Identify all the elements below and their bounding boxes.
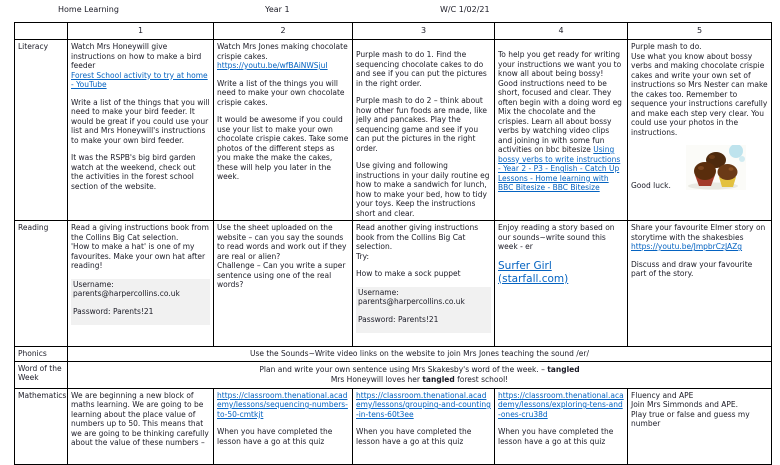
literacy-day3-cell bbox=[353, 40, 495, 221]
wotw-text: Mrs Honeywill loves her bbox=[330, 374, 423, 384]
corner-cell bbox=[15, 23, 68, 40]
task-text: Share your favourite Elmer story on storytime with the shakesbies bbox=[631, 223, 766, 242]
task-text: Read another giving instructions book from the Collins Big Cat selection. bbox=[356, 223, 479, 251]
wotw-text: Plan and write your own sentence using Mrs Skakesby's word of the week. – bbox=[259, 365, 548, 374]
page-title: Home Learning bbox=[58, 5, 119, 14]
phonics-task-cell bbox=[68, 347, 772, 362]
wotw-line-1 bbox=[70, 365, 769, 375]
task-text: Try: bbox=[356, 251, 369, 261]
task-text: Purple mash to do. bbox=[631, 42, 702, 51]
word-of-the-week-cell bbox=[68, 361, 772, 388]
day-header-2: 2 bbox=[214, 23, 353, 40]
wotw-word: tangled bbox=[547, 365, 580, 374]
day-header-3: 3 bbox=[353, 23, 495, 40]
task-text: How to make a sock puppet bbox=[356, 269, 461, 278]
word-of-the-week-row bbox=[15, 361, 772, 388]
password-text: Password: Parents!21 bbox=[73, 306, 154, 316]
task-text: When you have completed the lesson have a go at this quiz bbox=[356, 427, 472, 446]
task-text: Join Mrs Simmonds and APE. bbox=[631, 400, 738, 409]
task-text: When you have completed the lesson have a go at this quiz bbox=[217, 427, 333, 446]
oak-academy-exploring-link[interactable]: https://classroom.thenational.academy/lessons/exploring-tens-and-ones-cru38d bbox=[498, 390, 624, 419]
elmer-story-youtube-link[interactable]: https://youtu.be/JmpbrCzJAZg bbox=[631, 242, 743, 251]
task-text: We are beginning a new block of maths learning. We are going to be learning about the place value of numbers up to 50. This means that we are going to be thinking carefully about the value of these numbers – bbox=[71, 390, 209, 447]
task-text: It was the RSPB's big bird garden watch at the weekend, check out the activities in the forest school section of the website. bbox=[71, 153, 196, 191]
reading-day3-cell bbox=[353, 221, 495, 347]
task-text: Purple mash to do 2 – think about how other fun foods are made, like jelly and pancakes. Play the sequencing game and see if you can put the pictures in the right order. bbox=[356, 96, 488, 153]
literacy-day4-cell bbox=[495, 40, 628, 221]
row-label-phonics: Phonics bbox=[15, 347, 68, 362]
bbc-bitesize-bossy-verbs-link[interactable]: Using bossy verbs to write instructions - Year 2 - P3 - English - Catch Up Lessons - Home learning with BBC Bitesize - BBC Bitesize bbox=[498, 145, 621, 192]
maths-day4-cell bbox=[495, 388, 628, 464]
oak-academy-sequencing-link[interactable]: https://classroom.thenational.academy/lessons/sequencing-numbers-to-50-cmtkjt bbox=[217, 390, 348, 419]
good-luck-text: Good luck. bbox=[631, 180, 671, 190]
row-label-reading: Reading bbox=[15, 221, 68, 347]
row-label-literacy: Literacy bbox=[15, 40, 68, 221]
literacy-day1-cell bbox=[68, 40, 214, 221]
forest-school-youtube-link[interactable]: Forest School activity to try at home - YouTube bbox=[71, 70, 208, 89]
home-learning-grid bbox=[14, 22, 772, 465]
task-text: Write a list of the things that you will need to make your bird feeder. It would be great if you could use your list and Mrs Honeywill's instructions to make your own bird feeder. bbox=[71, 97, 210, 145]
reading-day2-cell bbox=[214, 221, 353, 347]
task-text: Write a list of the things you will need to make your own chocolate crispie cakes. bbox=[217, 78, 345, 107]
literacy-day5-cell bbox=[628, 40, 772, 221]
wotw-word: tangled bbox=[422, 374, 455, 384]
task-text: Enjoy reading a story based on our sounds~write sound this week - er bbox=[498, 223, 615, 251]
reading-day5-cell bbox=[628, 221, 772, 347]
wotw-line-2 bbox=[70, 375, 769, 385]
login-details-block bbox=[356, 287, 491, 334]
task-text: To help you get ready for writing your instructions we want you to know all about being bossy! Good instructions need to be short, focused and clear. They often begin with a doing word eg Mix the chocolate and the crispies. Learn all about bossy verbs by watching video clips and joining in with some fun activities on bbc bitesize bbox=[498, 50, 622, 154]
day-header-row bbox=[15, 23, 772, 40]
reading-day1-cell bbox=[68, 221, 214, 347]
task-text: 'How to make a hat' is one of my favourites. Make your own hat after reading! bbox=[71, 242, 206, 270]
literacy-day2-cell bbox=[214, 40, 353, 221]
week-commencing-label: W/C 1/02/21 bbox=[440, 5, 490, 14]
reading-day4-cell bbox=[495, 221, 628, 347]
day-header-4: 4 bbox=[495, 23, 628, 40]
task-text: Play true or false and guess my number bbox=[631, 409, 750, 428]
wotw-text: forest school! bbox=[454, 374, 509, 384]
task-text: Fluency and APE bbox=[631, 390, 694, 400]
year-group-label: Year 1 bbox=[265, 5, 290, 14]
maths-day3-cell bbox=[353, 388, 495, 464]
day-header-5: 5 bbox=[628, 23, 772, 40]
task-text: Watch Mrs Honeywill give instructions on how to make a bird feeder bbox=[71, 42, 202, 70]
row-label-mathematics: Mathematics bbox=[15, 388, 68, 464]
maths-day5-cell bbox=[628, 388, 772, 464]
task-text: Discuss and draw your favourite part of the story. bbox=[631, 259, 753, 278]
day-header-1: 1 bbox=[68, 23, 214, 40]
surfer-girl-starfall-link[interactable]: Surfer Girl (starfall.com) bbox=[498, 259, 569, 285]
literacy-row bbox=[15, 40, 772, 221]
good-luck-block bbox=[631, 145, 768, 190]
task-text: Purple mash to do 1. Find the sequencing chocolate cakes to do and see if you can put the pictures in the right order. bbox=[356, 50, 487, 88]
task-text: When you have completed the lesson have a go at this quiz bbox=[498, 427, 614, 446]
task-text: It would be awesome if you could use your list to make your own chocolate crispie cakes. Take some photos of the different steps as you make the make the cakes, these will help you later in the week. bbox=[217, 115, 349, 181]
task-text: Use what you know about bossy verbs and making chocolate crispie cakes and write your own set of instructions so Mrs Nester can make the cakes too. Remember to sequence your instructions carefully and make each step very clear. You could use your photos in the instructions. bbox=[631, 51, 768, 137]
task-text: Challenge – Can you write a super sentence using one of the real words? bbox=[217, 261, 346, 289]
task-text bbox=[498, 50, 624, 193]
reading-row bbox=[15, 221, 772, 347]
oak-academy-grouping-link[interactable]: https://classroom.thenational.academy/lessons/grouping-and-counting-in-tens-60t3ee bbox=[356, 390, 491, 419]
phonics-task-text: Use the Sounds~Write video links on the website to join Mrs Jones teaching the sound /er/ bbox=[249, 349, 590, 358]
row-label-word-of-the-week: Word of the Week bbox=[15, 361, 68, 388]
crispie-cakes-youtube-link[interactable]: https://youtu.be/wfBAiNWSjuI bbox=[217, 61, 328, 70]
maths-day2-cell bbox=[214, 388, 353, 464]
crispie-cakes-image bbox=[686, 145, 746, 190]
task-text: Watch Mrs Jones making chocolate crispie cakes. bbox=[217, 42, 348, 61]
username-text: Username: parents@harpercollins.co.uk bbox=[73, 279, 180, 298]
task-text: Read a giving instructions book from the Collins Big Cat selection. bbox=[71, 223, 209, 242]
phonics-row bbox=[15, 347, 772, 362]
task-text: Use giving and following instructions in your daily routine eg how to make a sandwich for lunch, how to make your bed, how to tidy your toys. Keep the instructions short and clear. bbox=[356, 161, 490, 218]
login-details-block bbox=[71, 279, 210, 326]
username-text: Username: parents@harpercollins.co.uk bbox=[358, 287, 465, 306]
page-header bbox=[0, 5, 780, 19]
password-text: Password: Parents!21 bbox=[358, 314, 439, 324]
maths-day1-cell bbox=[68, 388, 214, 464]
mathematics-row bbox=[15, 388, 772, 464]
task-text: Use the sheet uploaded on the website – can you say the sounds to read words and work out if they are real or alien? bbox=[217, 223, 347, 261]
